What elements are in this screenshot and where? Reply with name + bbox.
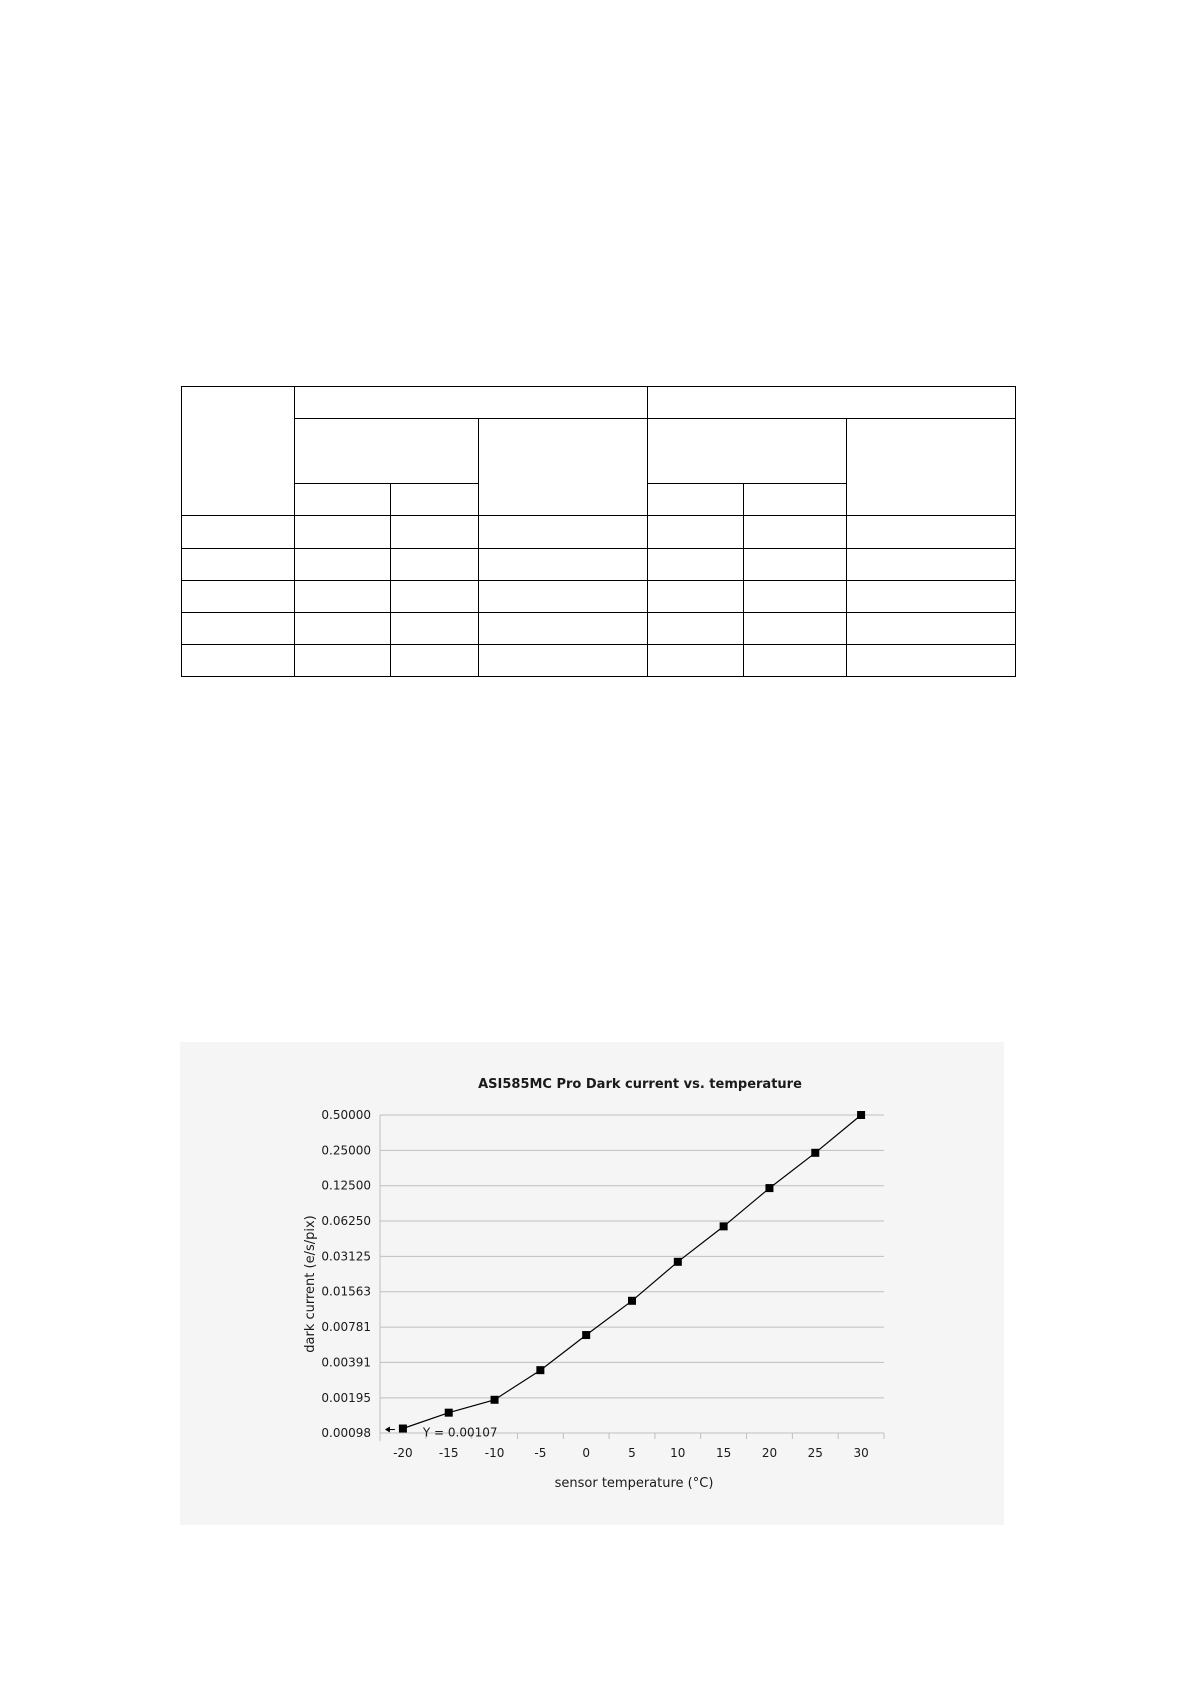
data-point [491, 1396, 499, 1404]
y-tick-label: 0.06250 [321, 1214, 371, 1229]
table-cell [744, 516, 847, 548]
table-cell [391, 612, 479, 644]
table-cell [847, 580, 1016, 612]
data-point [720, 1222, 728, 1230]
table-cell [479, 612, 648, 644]
x-tick-label: 5 [628, 1446, 636, 1460]
table-cell [391, 516, 479, 548]
table-cell [391, 548, 479, 580]
table-cell [295, 516, 391, 548]
data-point [857, 1111, 865, 1119]
x-tick-label: 15 [715, 1446, 732, 1460]
data-point [811, 1149, 819, 1157]
y-tick-label: 0.50000 [321, 1108, 371, 1122]
data-markers [399, 1111, 865, 1433]
x-tick-label: 25 [807, 1446, 823, 1460]
table-row [182, 580, 1016, 612]
data-point [399, 1425, 407, 1433]
table-cell [648, 644, 744, 676]
x-tick-label: 20 [761, 1446, 778, 1460]
table-cell [648, 484, 744, 516]
y-tick-label: 0.00391 [321, 1355, 371, 1370]
x-tick-labels [393, 1446, 869, 1460]
table-cell [295, 580, 391, 612]
table-cell [744, 484, 847, 516]
table-cell [295, 612, 391, 644]
table-cell [744, 644, 847, 676]
data-point [628, 1297, 636, 1305]
dark-current-chart [180, 1042, 1004, 1525]
table-cell [182, 644, 295, 676]
grid-lines [380, 1115, 884, 1441]
table-cell [479, 516, 648, 548]
y-tick-label: 0.12500 [321, 1178, 371, 1193]
table-cell [648, 580, 744, 612]
table-cell [847, 548, 1016, 580]
annotation-label: Y = 0.00107 [422, 1425, 498, 1440]
table-cell [648, 419, 847, 484]
table-cell [648, 387, 1016, 419]
table-cell [479, 419, 648, 516]
table-cell [182, 580, 295, 612]
annotation-arrowhead [385, 1427, 390, 1433]
x-tick-label: 30 [853, 1446, 869, 1460]
x-tick-label: -15 [438, 1446, 459, 1460]
table-cell [182, 387, 295, 516]
y-tick-label: 0.00781 [321, 1320, 371, 1335]
table-cell [847, 516, 1016, 548]
table-header-row [182, 419, 1016, 484]
table-cell [295, 644, 391, 676]
table-row [182, 644, 1016, 676]
table-cell [182, 548, 295, 580]
table-cell [295, 548, 391, 580]
data-point [765, 1184, 773, 1192]
table-cell [744, 612, 847, 644]
table-row [182, 548, 1016, 580]
chart-title: ASI585MC Pro Dark current vs. temperature [478, 1077, 802, 1092]
y-tick-label: 0.25000 [321, 1143, 371, 1158]
data-point [674, 1258, 682, 1266]
table-cell [479, 548, 648, 580]
table-cell [479, 644, 648, 676]
table-cell [648, 548, 744, 580]
table-cell [295, 387, 648, 419]
table-cell [479, 580, 648, 612]
table-header-row [182, 387, 1016, 419]
series-line [403, 1115, 861, 1429]
table-cell [391, 580, 479, 612]
table-cell [295, 484, 391, 516]
x-tick-label: 0 [582, 1446, 591, 1460]
y-tick-label: 0.00195 [321, 1390, 371, 1405]
table-cell [648, 516, 744, 548]
table-cell [295, 419, 479, 484]
table-row [182, 612, 1016, 644]
y-tick-label: 0.00098 [321, 1426, 371, 1440]
table-cell [847, 419, 1016, 516]
x-axis-label: sensor temperature (°C) [554, 1476, 714, 1491]
y-axis-label: dark current (e/s/pix) [303, 1215, 318, 1353]
data-point [445, 1409, 453, 1417]
table-cell [182, 612, 295, 644]
data-point [582, 1331, 590, 1339]
table-cell [744, 580, 847, 612]
data-table [181, 386, 1016, 677]
x-tick-label: 10 [670, 1446, 686, 1460]
table-cell [648, 612, 744, 644]
table-cell [391, 484, 479, 516]
table-cell [182, 516, 295, 548]
table-cell [847, 612, 1016, 644]
y-tick-label: 0.03125 [321, 1249, 371, 1264]
table-cell [391, 644, 479, 676]
chart-panel [180, 1042, 1004, 1525]
table-cell [744, 548, 847, 580]
y-tick-labels [321, 1108, 371, 1440]
table-cell [847, 644, 1016, 676]
y-tick-label: 0.01563 [321, 1284, 371, 1299]
table-row [182, 516, 1016, 548]
x-tick-label: -20 [393, 1446, 413, 1460]
x-tick-label: -10 [484, 1446, 505, 1460]
x-tick-label: -5 [534, 1446, 547, 1460]
data-point [536, 1366, 544, 1374]
